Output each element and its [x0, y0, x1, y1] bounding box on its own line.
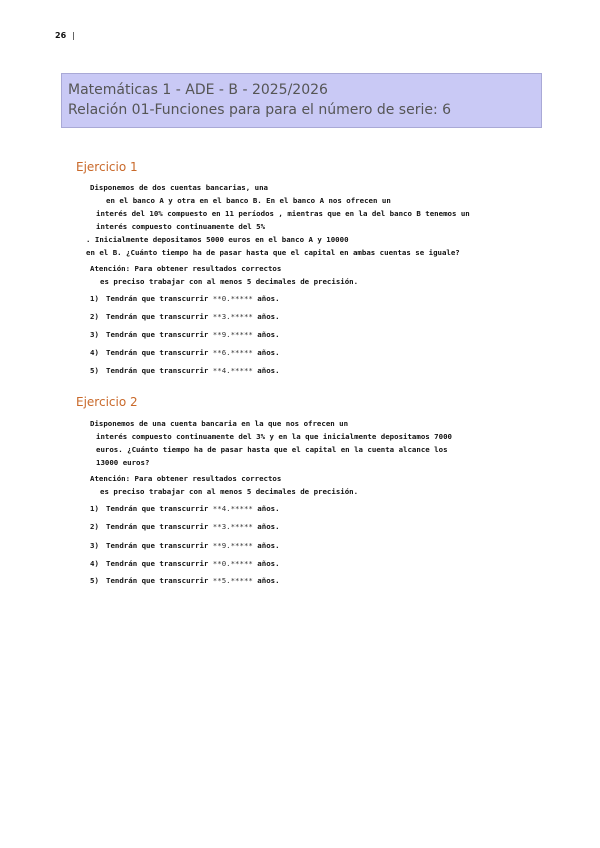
page-number: [55, 31, 75, 40]
option-value: **9.*****: [212, 541, 253, 550]
option-number: 3): [90, 541, 99, 550]
exercise-2-note-line: Atención: Para obtener resultados correctos: [90, 474, 282, 483]
exercise-1-option-4: [90, 348, 280, 358]
option-value: **3.*****: [212, 522, 253, 531]
option-prefix: Tendrán que transcurrir: [106, 522, 209, 531]
exercise-2-title: Ejercicio 2: [76, 395, 138, 409]
option-suffix: años.: [257, 312, 280, 321]
option-value: **0.*****: [212, 294, 253, 303]
exercise-2-option-1: [90, 504, 280, 514]
exercise-1-title: Ejercicio 1: [76, 160, 138, 174]
option-number: 2): [90, 312, 99, 321]
option-number: 1): [90, 504, 99, 513]
option-prefix: Tendrán que transcurrir: [106, 541, 209, 550]
option-prefix: Tendrán que transcurrir: [106, 504, 209, 513]
exercise-1-statement-line: Disponemos de dos cuentas bancarias, una: [90, 183, 268, 192]
exercise-2-option-5: [90, 576, 280, 586]
option-prefix: Tendrán que transcurrir: [106, 330, 209, 339]
option-prefix: Tendrán que transcurrir: [106, 348, 209, 357]
option-number: 5): [90, 576, 99, 585]
option-suffix: años.: [257, 348, 280, 357]
exercise-2-statement-line: interés compuesto continuamente del 3% y en la que inicialmente depositamos 7000: [96, 432, 452, 441]
exercise-2-option-2: [90, 522, 280, 532]
option-suffix: años.: [257, 559, 280, 568]
option-number: 4): [90, 348, 99, 357]
option-value: **4.*****: [212, 504, 253, 513]
option-suffix: años.: [257, 366, 280, 375]
exercise-2-statement-line: 13000 euros?: [96, 458, 150, 467]
exercise-1-note-line: es preciso trabajar con al menos 5 decimales de precisión.: [100, 277, 359, 286]
exercise-1-statement-line: interés compuesto continuamente del 5%: [96, 222, 266, 231]
option-suffix: años.: [257, 330, 280, 339]
option-suffix: años.: [257, 294, 280, 303]
option-suffix: años.: [257, 541, 280, 550]
option-number: 4): [90, 559, 99, 568]
exercise-1-note-line: Atención: Para obtener resultados correctos: [90, 264, 282, 273]
relation-title: Relación 01-Funciones para para el número de serie: 6: [68, 102, 452, 118]
option-number: 2): [90, 522, 99, 531]
option-suffix: años.: [257, 576, 280, 585]
exercise-2-statement-line: euros. ¿Cuánto tiempo ha de pasar hasta que el capital en la cuenta alcance los: [96, 445, 448, 454]
option-value: **3.*****: [212, 312, 253, 321]
exercise-2-statement-line: Disponemos de una cuenta bancaria en la que nos ofrecen un: [90, 419, 349, 428]
exercise-1-statement-line: en el banco A y otra en el banco B. En el banco A nos ofrecen un: [106, 196, 391, 205]
exercise-2-option-3: [90, 541, 280, 551]
option-value: **4.*****: [212, 366, 253, 375]
document-header: [61, 73, 542, 128]
option-suffix: años.: [257, 504, 280, 513]
exercise-1-statement-line: en el B. ¿Cuánto tiempo ha de pasar hasta que el capital en ambas cuentas se iguale?: [86, 248, 460, 257]
option-suffix: años.: [257, 522, 280, 531]
exercise-1-option-1: [90, 294, 280, 304]
option-prefix: Tendrán que transcurrir: [106, 559, 209, 568]
exercise-2-note-line: es preciso trabajar con al menos 5 decimales de precisión.: [100, 487, 359, 496]
option-number: 1): [90, 294, 99, 303]
page-number-value: 26: [55, 31, 67, 40]
exercise-1-statement-line: interés del 10% compuesto en 11 períodos , mientras que en la del banco B tenemos un: [96, 209, 470, 218]
option-prefix: Tendrán que transcurrir: [106, 576, 209, 585]
course-title: Matemáticas 1 - ADE - B - 2025/2026: [68, 82, 328, 98]
option-number: 5): [90, 366, 99, 375]
page-number-separator: |: [72, 31, 75, 40]
option-value: **9.*****: [212, 330, 253, 339]
option-prefix: Tendrán que transcurrir: [106, 294, 209, 303]
option-value: **5.*****: [212, 576, 253, 585]
option-value: **6.*****: [212, 348, 253, 357]
option-value: **0.*****: [212, 559, 253, 568]
exercise-1-option-2: [90, 312, 280, 322]
exercise-1-option-3: [90, 330, 280, 340]
option-number: 3): [90, 330, 99, 339]
exercise-1-statement-line: . Inicialmente depositamos 5000 euros en el banco A y 10000: [86, 235, 349, 244]
exercise-2-option-4: [90, 559, 280, 569]
option-prefix: Tendrán que transcurrir: [106, 366, 209, 375]
option-prefix: Tendrán que transcurrir: [106, 312, 209, 321]
exercise-1-option-5: [90, 366, 280, 376]
